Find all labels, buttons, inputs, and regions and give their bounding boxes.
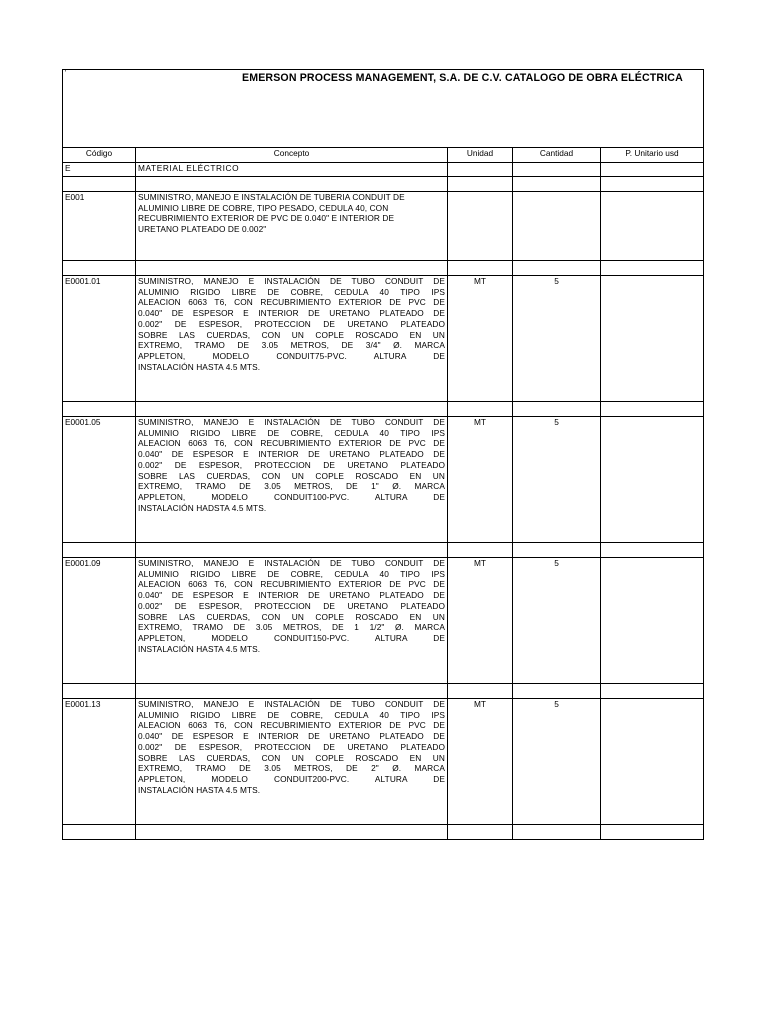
concepto-line: SOBRE LAS CUERDAS, CON UN COPLE ROSCADO EN UN [138, 752, 445, 763]
spacer-row [63, 825, 704, 840]
empty-cell [63, 684, 136, 699]
empty-cell [63, 177, 136, 192]
item-row [63, 417, 704, 543]
item-concepto [136, 192, 448, 261]
item-concepto [136, 276, 448, 402]
item-cantidad: 5 [513, 417, 601, 543]
empty-cell [448, 825, 513, 840]
empty-cell [63, 825, 136, 840]
spacer-row [63, 543, 704, 558]
empty-cell [513, 261, 601, 276]
cell-cantidad [513, 163, 601, 177]
empty-cell [136, 543, 448, 558]
empty-cell [448, 402, 513, 417]
concepto-line: 0.040" DE ESPESOR E INTERIOR DE URETANO PLATEADO DE [138, 449, 445, 460]
concepto-line: ALEACION 6063 T6, CON RECUBRIMIENTO EXTERIOR DE PVC DE [138, 438, 445, 449]
concepto-line: APPLETON, MODELO CONDUIT150-PVC. ALTURA DE [138, 632, 445, 643]
concepto-line: ALUMINIO RIGIDO LIBRE DE COBRE, CEDULA 40 TIPO IPS [138, 568, 445, 579]
item-cantidad [513, 192, 601, 261]
item-row [63, 276, 704, 402]
concepto-line: 0.040" DE ESPESOR E INTERIOR DE URETANO PLATEADO DE [138, 590, 445, 601]
sheet-title: EMERSON PROCESS MANAGEMENT, S.A. DE C.V. CATALOGO DE OBRA ELÉCTRICA [242, 72, 683, 84]
item-unidad: MT [448, 699, 513, 825]
concepto-line: SUMINISTRO, MANEJO E INSTALACIÓN DE TUBO CONDUIT DE [138, 699, 445, 709]
spacer-row [63, 684, 704, 699]
item-code: E0001.05 [63, 417, 136, 543]
section-code: E [63, 163, 136, 177]
item-unitario [601, 192, 704, 261]
concepto-line: EXTREMO, TRAMO DE 3.05 METROS, DE 1" Ø. MARCA [138, 481, 445, 492]
cell-unidad [448, 163, 513, 177]
item-unitario [601, 558, 704, 684]
concepto-line: 0.040" DE ESPESOR E INTERIOR DE URETANO PLATEADO DE [138, 308, 445, 319]
empty-cell [513, 684, 601, 699]
item-cantidad: 5 [513, 276, 601, 402]
title-row [63, 70, 704, 148]
item-code: E0001.09 [63, 558, 136, 684]
empty-cell [448, 177, 513, 192]
concepto-line: ALEACION 6063 T6, CON RECUBRIMIENTO EXTERIOR DE PVC DE [138, 579, 445, 590]
header-row [63, 148, 704, 163]
empty-cell [513, 177, 601, 192]
concepto-line: INSTALACIÓN HASTA 4.5 MTS. [138, 784, 261, 795]
catalog-table [62, 69, 704, 840]
concepto-line: URETANO PLATEADO DE 0.002" [138, 224, 267, 235]
title-cell [63, 70, 704, 148]
concepto-line: INSTALACIÓN HASTA 4.5 MTS. [138, 643, 261, 654]
cell-unitario [601, 163, 704, 177]
concepto-line: SOBRE LAS CUERDAS, CON UN COPLE ROSCADO EN UN [138, 470, 445, 481]
concepto-line: EXTREMO, TRAMO DE 3.05 METROS, DE 1 1/2" Ø. MARCA [138, 622, 445, 633]
empty-cell [63, 261, 136, 276]
concepto-line: RECUBRIMIENTO EXTERIOR DE PVC DE 0.040" E INTERIOR DE [138, 213, 395, 224]
concepto-line: SOBRE LAS CUERDAS, CON UN COPLE ROSCADO EN UN [138, 329, 445, 340]
item-row [63, 558, 704, 684]
empty-cell [601, 825, 704, 840]
empty-cell [63, 543, 136, 558]
item-unidad: MT [448, 558, 513, 684]
empty-cell [448, 543, 513, 558]
empty-cell [448, 684, 513, 699]
empty-cell [601, 684, 704, 699]
section-label: MATERIAL ELÉCTRICO [136, 163, 448, 177]
concepto-line: APPLETON, MODELO CONDUIT75-PVC. ALTURA DE [138, 350, 445, 361]
item-code: E0001.13 [63, 699, 136, 825]
empty-cell [601, 177, 704, 192]
section-row [63, 163, 704, 177]
concepto-line: ALEACION 6063 T6, CON RECUBRIMIENTO EXTERIOR DE PVC DE [138, 297, 445, 308]
concepto-line: SUMINISTRO, MANEJO E INSTALACIÓN DE TUBO CONDUIT DE [138, 276, 445, 286]
concepto-line: EXTREMO, TRAMO DE 3.05 METROS, DE 2" Ø. MARCA [138, 763, 445, 774]
item-unitario [601, 417, 704, 543]
empty-cell [601, 261, 704, 276]
empty-cell [513, 402, 601, 417]
empty-cell [136, 825, 448, 840]
concepto-line: ALUMINIO RIGIDO LIBRE DE COBRE, CEDULA 40 TIPO IPS [138, 709, 445, 720]
concepto-line: SUMINISTRO, MANEJO E INSTALACIÓN DE TUBERIA CONDUIT DE [138, 192, 405, 202]
header-codigo: Código [63, 148, 136, 163]
empty-cell [513, 543, 601, 558]
empty-cell [601, 402, 704, 417]
concepto-line: 0.002" DE ESPESOR, PROTECCION DE URETANO PLATEADO [138, 318, 445, 329]
concepto-line: ALEACION 6063 T6, CON RECUBRIMIENTO EXTERIOR DE PVC DE [138, 720, 445, 731]
empty-cell [136, 402, 448, 417]
header-cantidad: Cantidad [513, 148, 601, 163]
concepto-line: 0.040" DE ESPESOR E INTERIOR DE URETANO PLATEADO DE [138, 731, 445, 742]
item-cantidad: 5 [513, 699, 601, 825]
empty-cell [448, 261, 513, 276]
concepto-line: INSTALACIÓN HADSTA 4.5 MTS. [138, 502, 267, 513]
item-concepto [136, 699, 448, 825]
concepto-line: APPLETON, MODELO CONDUIT200-PVC. ALTURA DE [138, 773, 445, 784]
spacer-row [63, 402, 704, 417]
empty-cell [601, 543, 704, 558]
item-unitario [601, 699, 704, 825]
concepto-line: EXTREMO, TRAMO DE 3.05 METROS, DE 3/4" Ø. MARCA [138, 340, 445, 351]
header-concepto: Concepto [136, 148, 448, 163]
concepto-line: ALUMINIO LIBRE DE COBRE, TIPO PESADO, CEDULA 40, CON [138, 202, 389, 213]
empty-cell [136, 177, 448, 192]
concepto-line: ALUMINIO RIGIDO LIBRE DE COBRE, CEDULA 40 TIPO IPS [138, 286, 445, 297]
item-unidad: MT [448, 276, 513, 402]
header-unitario: P. Unitario usd [601, 148, 704, 163]
empty-cell [513, 825, 601, 840]
catalog-sheet [62, 69, 703, 840]
empty-cell [136, 684, 448, 699]
corner-mark: ' [65, 70, 67, 77]
item-code: E0001.01 [63, 276, 136, 402]
concepto-line: INSTALACIÓN HASTA 4.5 MTS. [138, 361, 261, 372]
empty-cell [63, 402, 136, 417]
empty-cell [136, 261, 448, 276]
concepto-line: ALUMINIO RIGIDO LIBRE DE COBRE, CEDULA 40 TIPO IPS [138, 427, 445, 438]
spacer-row [63, 177, 704, 192]
concepto-line: 0.002" DE ESPESOR, PROTECCION DE URETANO PLATEADO [138, 741, 445, 752]
item-cantidad: 5 [513, 558, 601, 684]
concepto-line: 0.002" DE ESPESOR, PROTECCION DE URETANO PLATEADO [138, 600, 445, 611]
item-unitario [601, 276, 704, 402]
concepto-line: SOBRE LAS CUERDAS, CON UN COPLE ROSCADO EN UN [138, 611, 445, 622]
item-unidad: MT [448, 417, 513, 543]
spacer-row [63, 261, 704, 276]
item-code: E001 [63, 192, 136, 261]
concepto-line: APPLETON, MODELO CONDUIT100-PVC. ALTURA DE [138, 491, 445, 502]
item-row [63, 699, 704, 825]
item-concepto [136, 558, 448, 684]
header-unidad: Unidad [448, 148, 513, 163]
concepto-line: SUMINISTRO, MANEJO E INSTALACIÓN DE TUBO CONDUIT DE [138, 558, 445, 568]
item-row [63, 192, 704, 261]
concepto-line: SUMINISTRO, MANEJO E INSTALACIÓN DE TUBO CONDUIT DE [138, 417, 445, 427]
item-unidad [448, 192, 513, 261]
concepto-line: 0.002" DE ESPESOR, PROTECCION DE URETANO PLATEADO [138, 459, 445, 470]
item-concepto [136, 417, 448, 543]
